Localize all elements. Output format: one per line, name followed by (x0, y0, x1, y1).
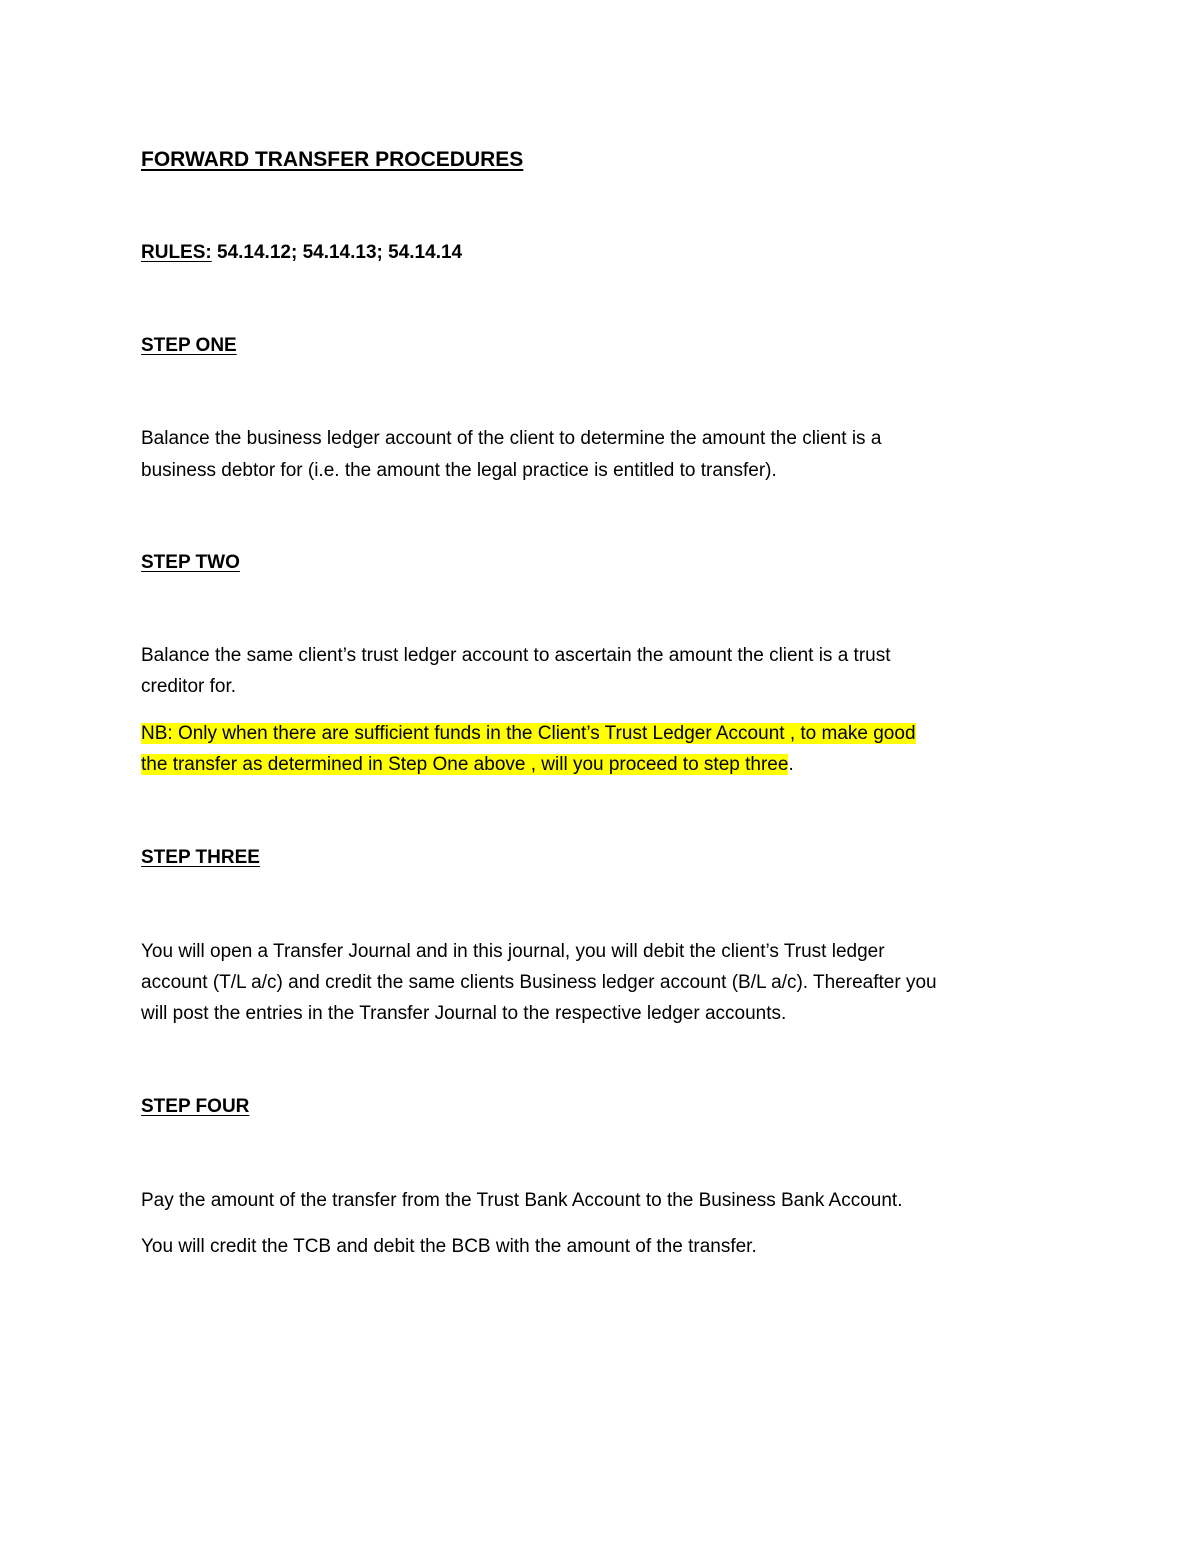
step-four-line-1: Pay the amount of the transfer from the Trust Bank Account to the Business Bank Account. (141, 1190, 903, 1211)
step-three-line-3: will post the entries in the Transfer Journal to the respective ledger accounts. (141, 1003, 787, 1024)
rules-line (141, 240, 462, 266)
step-three-heading: STEP THREE (141, 847, 260, 868)
step-four-line-2: You will credit the TCB and debit the BCB with the amount of the transfer. (141, 1236, 757, 1257)
step-two-note-line-2 (141, 752, 794, 778)
document-title: FORWARD TRANSFER PROCEDURES (141, 148, 524, 171)
step-one-line-1: Balance the business ledger account of the client to determine the amount the client is a (141, 428, 882, 449)
step-two-note-line-1 (141, 721, 916, 747)
step-two-line-1: Balance the same client’s trust ledger account to ascertain the amount the client is a trust (141, 645, 891, 666)
step-one-heading: STEP ONE (141, 335, 237, 356)
step-two-line-2: creditor for. (141, 676, 237, 697)
step-one-line-2: business debtor for (i.e. the amount the legal practice is entitled to transfer). (141, 460, 777, 481)
step-three-line-2: account (T/L a/c) and credit the same clients Business ledger account (B/L a/c). Thereafter you (141, 972, 937, 993)
step-four-heading: STEP FOUR (141, 1096, 250, 1117)
note-period: . (788, 754, 794, 775)
rules-value: 54.14.12; 54.14.13; 54.14.14 (211, 242, 463, 263)
step-three-line-1: You will open a Transfer Journal and in this journal, you will debit the client’s Trust ledger (141, 941, 885, 962)
step-two-heading: STEP TWO (141, 552, 240, 573)
highlighted-note-1: NB: Only when there are sufficient funds in the Client’s Trust Ledger Account , to make good (141, 723, 916, 744)
highlighted-note-2: the transfer as determined in Step One above , will you proceed to step three (141, 754, 789, 775)
rules-label: RULES: (141, 242, 212, 263)
